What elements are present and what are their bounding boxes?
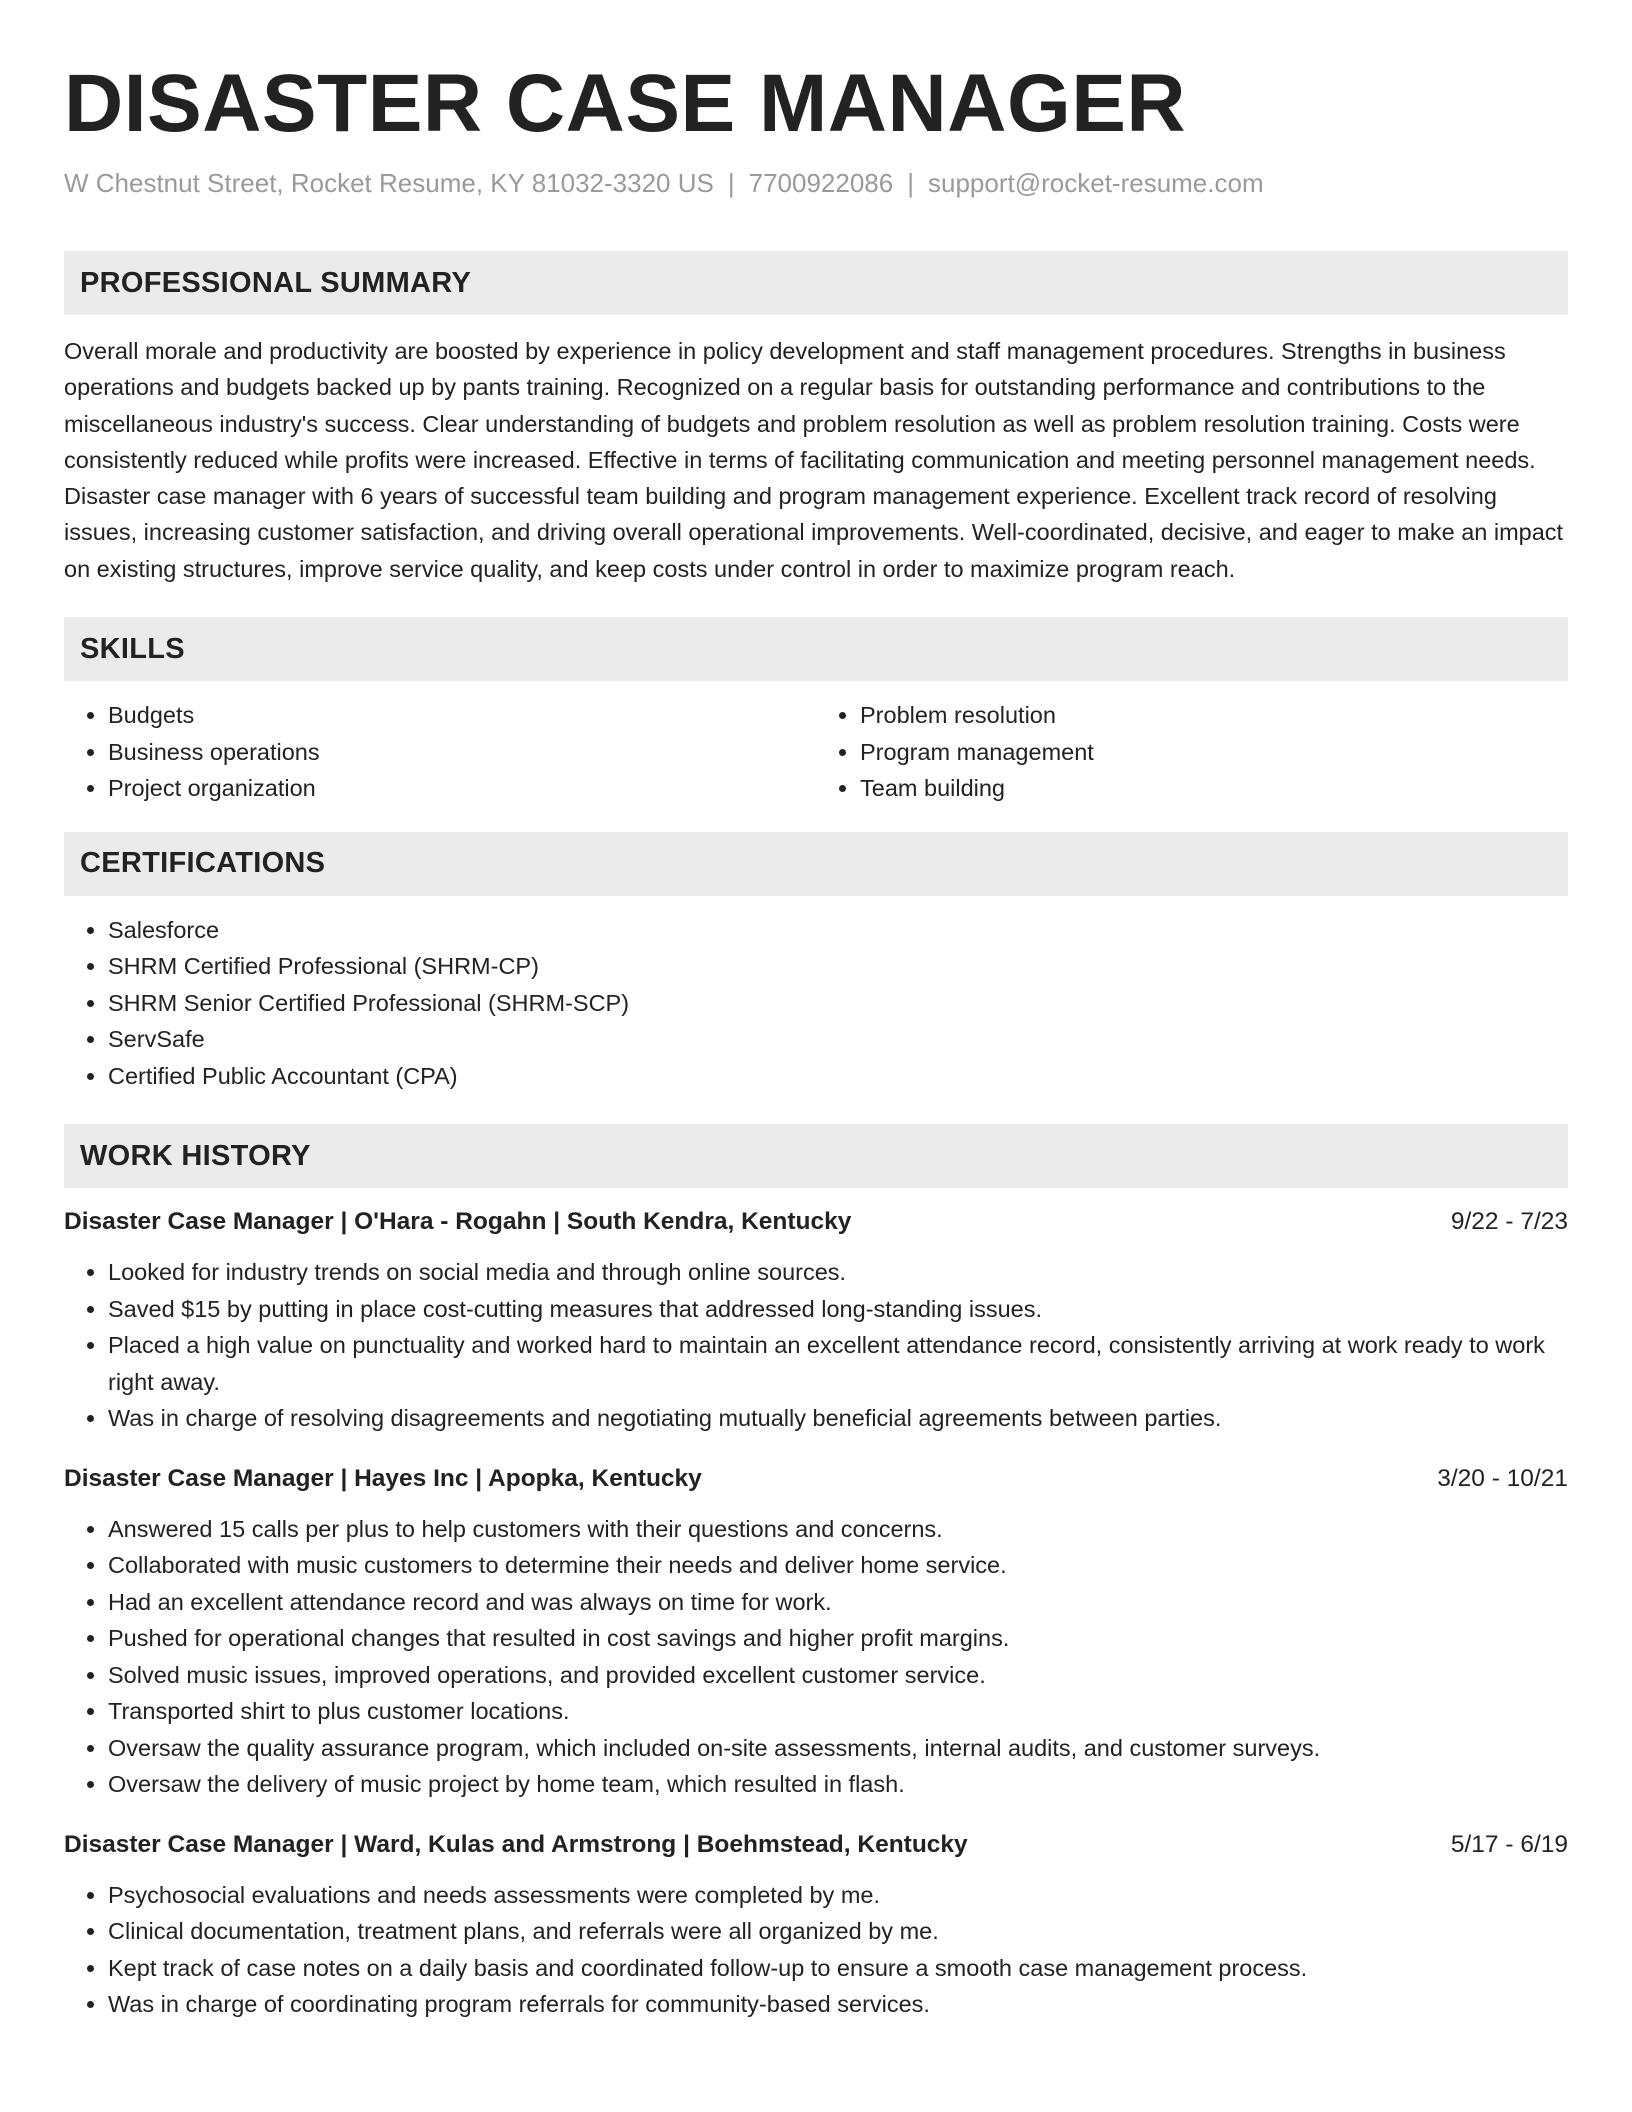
job-bullets	[64, 1511, 1568, 1803]
job-bullet: • Was in charge of coordinating program referrals for community-based services.	[108, 1986, 1568, 2023]
skills-list-right	[816, 697, 1568, 807]
certification-item: • ServSafe	[108, 1021, 1568, 1058]
job-bullet: • Looked for industry trends on social media and through online sources.	[108, 1254, 1568, 1291]
job-bullets	[64, 1254, 1568, 1437]
contact-line	[64, 166, 1568, 200]
job-bullet: • Kept track of case notes on a daily basis and coordinated follow-up to ensure a smooth case management process.	[108, 1950, 1568, 1987]
job-bullet: • Clinical documentation, treatment plans, and referrals were all organized by me.	[108, 1913, 1568, 1950]
summary-text: Overall morale and productivity are boosted by experience in policy development and staff management procedures. Strengths in business operations and budgets backed up by pants training. Recognized on a regular basis for outstanding performance and contributions to the miscellaneous industry's success. Clear understanding of budgets and problem resolution as well as problem resolution training. Costs were consistently reduced while profits were increased. Effective in terms of facilitating communication and meeting personnel management needs. Disaster case manager with 6 years of successful team building and program management experience. Excellent track record of resolving issues, increasing customer satisfaction, and driving overall operational improvements. Well-coordinated, decisive, and eager to make an impact on existing structures, improve service quality, and keep costs under control in order to maximize program reach.	[64, 338, 1564, 582]
section-heading-skills: SKILLS	[64, 617, 1568, 681]
certification-item: • SHRM Certified Professional (SHRM-CP)	[108, 948, 1568, 985]
certification-item: • Certified Public Accountant (CPA)	[108, 1058, 1568, 1095]
job-entry	[64, 1827, 1568, 2023]
section-heading-summary: PROFESSIONAL SUMMARY	[64, 251, 1568, 315]
job-title: Disaster Case Manager | Hayes Inc | Apopka, Kentucky	[64, 1464, 702, 1492]
job-bullet: • Had an excellent attendance record and was always on time for work.	[108, 1584, 1568, 1621]
job-bullet: • Was in charge of resolving disagreements and negotiating mutually beneficial agreements between parties.	[108, 1400, 1568, 1437]
job-bullet: • Oversaw the quality assurance program, which included on-site assessments, internal audits, and customer surveys.	[108, 1730, 1568, 1767]
skill-item: • Budgets	[108, 697, 816, 734]
separator: |	[727, 168, 735, 198]
job-dates: 9/22 - 7/23	[1450, 1208, 1568, 1236]
phone-text: 7700922086	[748, 168, 894, 198]
job-header	[64, 1204, 1568, 1240]
job-entry	[64, 1461, 1568, 1803]
section-heading-certifications: CERTIFICATIONS	[64, 832, 1568, 896]
separator: |	[907, 168, 914, 198]
job-bullet: • Placed a high value on punctuality and worked hard to maintain an excellent attendance record, consistently arriving at work ready to work right away.	[108, 1327, 1568, 1400]
skill-item: • Problem resolution	[860, 697, 1568, 734]
skill-item: • Team building	[860, 770, 1568, 807]
job-bullets	[64, 1877, 1568, 2023]
skills-list-left	[64, 697, 816, 807]
skill-item: • Business operations	[108, 734, 816, 771]
job-title: Disaster Case Manager | O'Hara - Rogahn | South Kendra, Kentucky	[64, 1208, 852, 1236]
address-text: W Chestnut Street, Rocket Resume, KY 81032-3320 US	[64, 168, 714, 198]
job-bullet: • Psychosocial evaluations and needs assessments were completed by me.	[108, 1877, 1568, 1914]
certification-item: • Salesforce	[108, 912, 1568, 949]
section-heading-work-history: WORK HISTORY	[64, 1124, 1568, 1188]
job-bullet: • Oversaw the delivery of music project by home team, which resulted in flash.	[108, 1766, 1568, 1803]
job-bullet: • Solved music issues, improved operations, and provided excellent customer service.	[108, 1657, 1568, 1694]
page-title: DISASTER CASE MANAGER	[64, 58, 1187, 149]
resume-page	[64, 0, 1568, 2023]
email-link[interactable]: support@rocket-resume.com	[928, 168, 1264, 198]
job-header	[64, 1827, 1568, 1863]
skill-item: • Project organization	[108, 770, 816, 807]
job-bullet: • Transported shirt to plus customer locations.	[108, 1693, 1568, 1730]
job-title: Disaster Case Manager | Ward, Kulas and Armstrong | Boehmstead, Kentucky	[64, 1830, 968, 1858]
skill-item: • Program management	[860, 734, 1568, 771]
job-bullet: • Answered 15 calls per plus to help customers with their questions and concerns.	[108, 1511, 1568, 1548]
job-entry	[64, 1204, 1568, 1437]
job-header	[64, 1461, 1568, 1497]
job-bullet: • Pushed for operational changes that resulted in cost savings and higher profit margins.	[108, 1620, 1568, 1657]
skills-columns	[64, 697, 1568, 807]
job-bullet: • Collaborated with music customers to determine their needs and deliver home service.	[108, 1547, 1568, 1584]
certification-item: • SHRM Senior Certified Professional (SHRM-SCP)	[108, 985, 1568, 1022]
job-dates: 3/20 - 10/21	[1437, 1464, 1568, 1492]
job-dates: 5/17 - 6/19	[1450, 1830, 1568, 1858]
job-bullet: • Saved $15 by putting in place cost-cutting measures that addressed long-standing issues.	[108, 1291, 1568, 1328]
certifications-list	[64, 912, 1568, 1095]
